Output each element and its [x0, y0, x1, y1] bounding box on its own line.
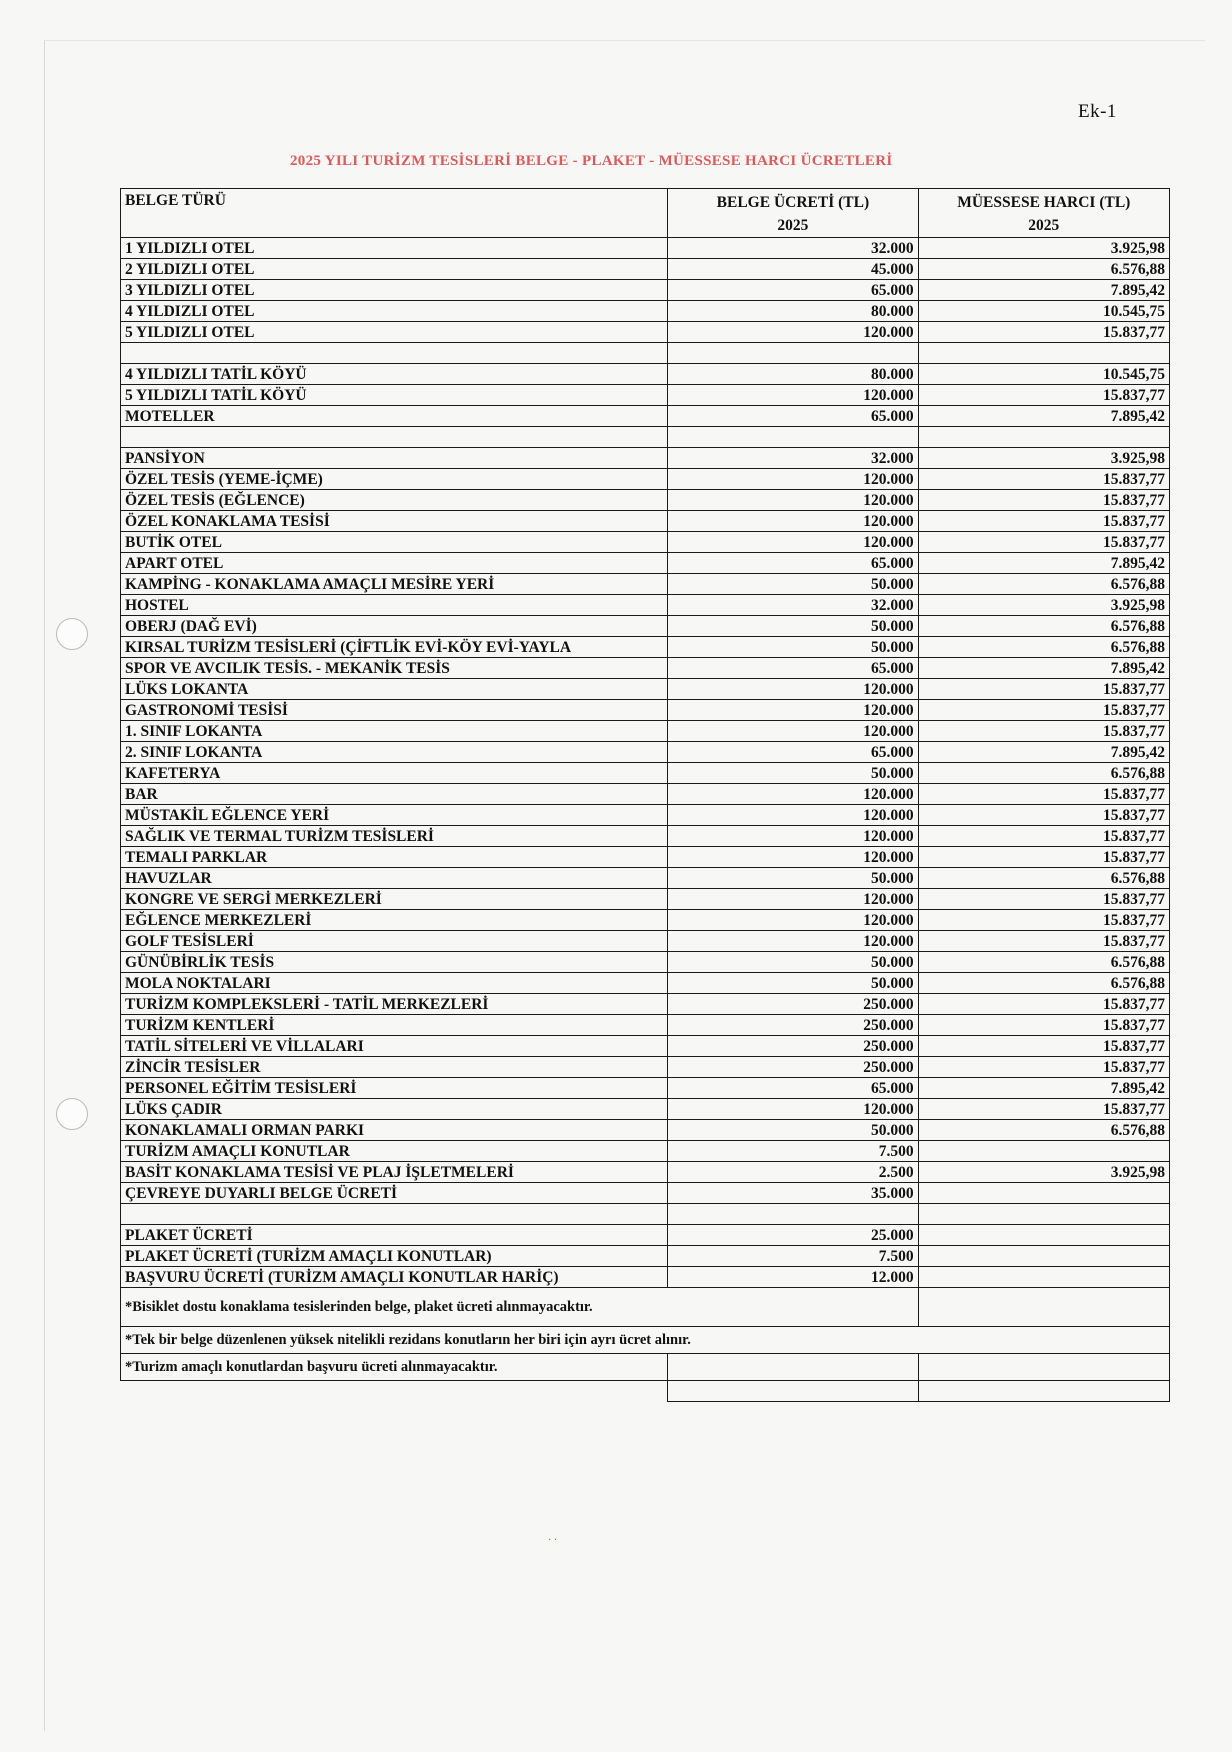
note-row: [121, 1288, 1170, 1327]
cell-belge-turu: 2. SINIF LOKANTA: [121, 742, 668, 763]
cell-muessese-harci: 15.837,77: [918, 385, 1169, 406]
table-row: [121, 1141, 1170, 1162]
table-row: [121, 448, 1170, 469]
header-belge-turu: BELGE TÜRÜ: [121, 189, 668, 238]
table-row: [121, 973, 1170, 994]
cell-muessese-harci: 7.895,42: [918, 406, 1169, 427]
cell-belge-turu: TATİL SİTELERİ VE VİLLALARI: [121, 1036, 668, 1057]
table-row: [121, 469, 1170, 490]
cell-belge-turu: ZİNCİR TESİSLER: [121, 1057, 668, 1078]
table-row: [121, 847, 1170, 868]
cell-belge-turu: 4 YILDIZLI TATİL KÖYÜ: [121, 364, 668, 385]
cell-belge-ucreti: 32.000: [668, 448, 918, 469]
cell-belge-turu: LÜKS ÇADIR: [121, 1099, 668, 1120]
cell-belge-turu: 5 YILDIZLI OTEL: [121, 322, 668, 343]
cell-muessese-harci: 7.895,42: [918, 742, 1169, 763]
cell-belge-ucreti: 120.000: [668, 721, 918, 742]
table-row: [121, 532, 1170, 553]
cell-belge-ucreti: 32.000: [668, 595, 918, 616]
cell-muessese-harci: 15.837,77: [918, 931, 1169, 952]
cell-muessese-harci: 15.837,77: [918, 679, 1169, 700]
cell-muessese-harci: 3.925,98: [918, 238, 1169, 259]
cell-muessese-harci: 7.895,42: [918, 1078, 1169, 1099]
cell-muessese-harci: 15.837,77: [918, 721, 1169, 742]
table-row: [121, 805, 1170, 826]
table-row: [121, 910, 1170, 931]
cell-muessese-harci: 10.545,75: [918, 364, 1169, 385]
table-row: [121, 1057, 1170, 1078]
header-muessese-harci-year: 2025: [1028, 217, 1060, 234]
cell-muessese-harci: 6.576,88: [918, 952, 1169, 973]
table-row: [121, 868, 1170, 889]
cell-muessese-harci: 15.837,77: [918, 1036, 1169, 1057]
header-belge-ucreti: [668, 189, 918, 238]
note-row: [121, 1327, 1170, 1354]
cell-belge-ucreti: 120.000: [668, 889, 918, 910]
cell-belge-ucreti: 120.000: [668, 322, 918, 343]
cell-belge-ucreti: 50.000: [668, 616, 918, 637]
cell-belge-ucreti: 7.500: [668, 1141, 918, 1162]
cell-belge-ucreti: 50.000: [668, 973, 918, 994]
cell-muessese-harci: 15.837,77: [918, 490, 1169, 511]
header-muessese-harci: [918, 189, 1169, 238]
cell-muessese-harci: 15.837,77: [918, 700, 1169, 721]
cell-belge-turu: TURİZM AMAÇLI KONUTLAR: [121, 1141, 668, 1162]
punch-hole: [56, 1098, 88, 1130]
cell-belge-ucreti: 120.000: [668, 910, 918, 931]
cell-belge-turu: LÜKS LOKANTA: [121, 679, 668, 700]
cell-belge-ucreti: 120.000: [668, 385, 918, 406]
cell-muessese-harci: [918, 1267, 1169, 1288]
table-row: [121, 238, 1170, 259]
table-row: [121, 637, 1170, 658]
cell-belge-turu: 3 YILDIZLI OTEL: [121, 280, 668, 301]
cell-belge-ucreti: 250.000: [668, 1015, 918, 1036]
cell-muessese-harci: 15.837,77: [918, 1057, 1169, 1078]
cell-belge-turu: MOLA NOKTALARI: [121, 973, 668, 994]
cell-belge-ucreti: 120.000: [668, 805, 918, 826]
cell-belge-ucreti: 50.000: [668, 574, 918, 595]
table-row: [121, 1036, 1170, 1057]
cell-belge-ucreti: 120.000: [668, 784, 918, 805]
document-title: 2025 YILI TURİZM TESİSLERİ BELGE - PLAKET - MÜESSESE HARCI ÜCRETLERİ: [290, 153, 893, 169]
cell-belge-turu: PLAKET ÜCRETİ: [121, 1225, 668, 1246]
cell-belge-turu: PERSONEL EĞİTİM TESİSLERİ: [121, 1078, 668, 1099]
cell-muessese-harci: 6.576,88: [918, 574, 1169, 595]
cell-belge-ucreti: 25.000: [668, 1225, 918, 1246]
cell-belge-ucreti: 120.000: [668, 700, 918, 721]
cell-belge-turu: EĞLENCE MERKEZLERİ: [121, 910, 668, 931]
table-row: [121, 826, 1170, 847]
cell-belge-turu: BAR: [121, 784, 668, 805]
cell-belge-turu: KONGRE VE SERGİ MERKEZLERİ: [121, 889, 668, 910]
table-row: [121, 931, 1170, 952]
cell-belge-turu: SAĞLIK VE TERMAL TURİZM TESİSLERİ: [121, 826, 668, 847]
cell-belge-ucreti: 35.000: [668, 1183, 918, 1204]
table-row: [121, 553, 1170, 574]
cell-muessese-harci: [918, 1183, 1169, 1204]
cell-belge-ucreti: 120.000: [668, 511, 918, 532]
cell-belge-turu: 1. SINIF LOKANTA: [121, 721, 668, 742]
table-row: [121, 490, 1170, 511]
cell-belge-turu: TEMALI PARKLAR: [121, 847, 668, 868]
cell-belge-ucreti: 120.000: [668, 679, 918, 700]
cell-belge-ucreti: 120.000: [668, 1099, 918, 1120]
cell-belge-ucreti: [668, 1204, 918, 1225]
cell-muessese-harci: 15.837,77: [918, 322, 1169, 343]
cell-muessese-harci: 15.837,77: [918, 994, 1169, 1015]
cell-belge-turu: 2 YILDIZLI OTEL: [121, 259, 668, 280]
table-row: [121, 364, 1170, 385]
cell-belge-turu: TURİZM KOMPLEKSLERİ - TATİL MERKEZLERİ: [121, 994, 668, 1015]
cell-belge-turu: PLAKET ÜCRETİ (TURİZM AMAÇLI KONUTLAR): [121, 1246, 668, 1267]
cell-belge-ucreti: 250.000: [668, 1057, 918, 1078]
cell-muessese-harci: [918, 1246, 1169, 1267]
cell-belge-ucreti: 65.000: [668, 1078, 918, 1099]
cell-muessese-harci: [918, 1204, 1169, 1225]
cell-belge-turu: KAMPİNG - KONAKLAMA AMAÇLI MESİRE YERİ: [121, 574, 668, 595]
table-row: [121, 406, 1170, 427]
cell-belge-ucreti: 7.500: [668, 1246, 918, 1267]
empty-cell: [918, 1381, 1169, 1402]
cell-muessese-harci: 10.545,75: [918, 301, 1169, 322]
table-row: [121, 511, 1170, 532]
table-row: [121, 385, 1170, 406]
table-row: [121, 1267, 1170, 1288]
cell-belge-ucreti: 65.000: [668, 742, 918, 763]
punch-hole: [56, 618, 88, 650]
cell-belge-turu: 4 YILDIZLI OTEL: [121, 301, 668, 322]
cell-belge-turu: BUTİK OTEL: [121, 532, 668, 553]
table-row: [121, 889, 1170, 910]
note-empty-cell: [668, 1354, 918, 1381]
table-row: [121, 679, 1170, 700]
cell-belge-ucreti: 45.000: [668, 259, 918, 280]
cell-belge-turu: [121, 427, 668, 448]
cell-belge-turu: ÖZEL KONAKLAMA TESİSİ: [121, 511, 668, 532]
table-row: [121, 301, 1170, 322]
table-row-spacer: [121, 343, 1170, 364]
table-row: [121, 1162, 1170, 1183]
table-row: [121, 1225, 1170, 1246]
cell-belge-ucreti: 50.000: [668, 637, 918, 658]
empty-cell: [668, 1381, 918, 1402]
table-row: [121, 574, 1170, 595]
table-row: [121, 1246, 1170, 1267]
table-row-spacer: [121, 427, 1170, 448]
cell-belge-ucreti: 80.000: [668, 301, 918, 322]
cell-belge-turu: MOTELLER: [121, 406, 668, 427]
table-header-row: [121, 189, 1170, 238]
cell-belge-turu: GASTRONOMİ TESİSİ: [121, 700, 668, 721]
cell-belge-ucreti: 80.000: [668, 364, 918, 385]
cell-belge-turu: BASİT KONAKLAMA TESİSİ VE PLAJ İŞLETMELERİ: [121, 1162, 668, 1183]
cell-belge-ucreti: [668, 343, 918, 364]
cell-muessese-harci: 6.576,88: [918, 868, 1169, 889]
note-row: [121, 1354, 1170, 1381]
table-row: [121, 322, 1170, 343]
cell-muessese-harci: 15.837,77: [918, 826, 1169, 847]
note-empty-cell: [918, 1288, 1169, 1327]
table-row: [121, 280, 1170, 301]
cell-belge-ucreti: 120.000: [668, 490, 918, 511]
cell-belge-ucreti: 65.000: [668, 553, 918, 574]
header-muessese-harci-label: MÜESSESE HARCI (TL): [957, 194, 1131, 211]
header-belge-ucreti-label: BELGE ÜCRETİ (TL): [716, 194, 870, 211]
table-row: [121, 616, 1170, 637]
cell-belge-ucreti: 2.500: [668, 1162, 918, 1183]
cell-belge-ucreti: 120.000: [668, 469, 918, 490]
table-row: [121, 952, 1170, 973]
cell-belge-turu: GÜNÜBİRLİK TESİS: [121, 952, 668, 973]
table-row: [121, 1183, 1170, 1204]
cell-muessese-harci: [918, 1225, 1169, 1246]
cell-belge-turu: BAŞVURU ÜCRETİ (TURİZM AMAÇLI KONUTLAR HARİÇ): [121, 1267, 668, 1288]
cell-muessese-harci: 6.576,88: [918, 616, 1169, 637]
table-row: [121, 1099, 1170, 1120]
note-text: *Bisiklet dostu konaklama tesislerinden belge, plaket ücreti alınmayacaktır.: [121, 1288, 919, 1327]
cell-belge-turu: OBERJ (DAĞ EVİ): [121, 616, 668, 637]
page-label: Ek-1: [1078, 101, 1117, 122]
cell-belge-ucreti: 250.000: [668, 1036, 918, 1057]
cell-belge-ucreti: 120.000: [668, 532, 918, 553]
table-row: [121, 1015, 1170, 1036]
cell-belge-ucreti: 50.000: [668, 952, 918, 973]
table-row: [121, 742, 1170, 763]
cell-belge-ucreti: 120.000: [668, 847, 918, 868]
table-row-spacer: [121, 1204, 1170, 1225]
cell-muessese-harci: [918, 427, 1169, 448]
cell-muessese-harci: 7.895,42: [918, 553, 1169, 574]
cell-belge-ucreti: [668, 427, 918, 448]
cell-muessese-harci: 3.925,98: [918, 448, 1169, 469]
table-row: [121, 658, 1170, 679]
cell-muessese-harci: 15.837,77: [918, 847, 1169, 868]
cell-belge-turu: [121, 1204, 668, 1225]
table-row: [121, 784, 1170, 805]
cell-belge-turu: TURİZM KENTLERİ: [121, 1015, 668, 1036]
cell-belge-ucreti: 32.000: [668, 238, 918, 259]
cell-belge-ucreti: 65.000: [668, 658, 918, 679]
cell-muessese-harci: 3.925,98: [918, 595, 1169, 616]
cell-belge-turu: GOLF TESİSLERİ: [121, 931, 668, 952]
cell-belge-ucreti: 250.000: [668, 994, 918, 1015]
cell-belge-ucreti: 65.000: [668, 280, 918, 301]
cell-belge-turu: KONAKLAMALI ORMAN PARKI: [121, 1120, 668, 1141]
cell-muessese-harci: 15.837,77: [918, 532, 1169, 553]
cell-muessese-harci: 6.576,88: [918, 637, 1169, 658]
cell-muessese-harci: 6.576,88: [918, 259, 1169, 280]
cell-belge-turu: 5 YILDIZLI TATİL KÖYÜ: [121, 385, 668, 406]
cell-belge-turu: [121, 343, 668, 364]
table-row: [121, 1120, 1170, 1141]
empty-cell: [121, 1381, 668, 1402]
cell-muessese-harci: 7.895,42: [918, 280, 1169, 301]
cell-muessese-harci: 15.837,77: [918, 511, 1169, 532]
table-row: [121, 994, 1170, 1015]
cell-muessese-harci: 15.837,77: [918, 784, 1169, 805]
cell-muessese-harci: 6.576,88: [918, 1120, 1169, 1141]
cell-belge-ucreti: 65.000: [668, 406, 918, 427]
cell-belge-turu: ÖZEL TESİS (EĞLENCE): [121, 490, 668, 511]
cell-muessese-harci: 6.576,88: [918, 973, 1169, 994]
cell-belge-turu: ÖZEL TESİS (YEME-İÇME): [121, 469, 668, 490]
table-row: [121, 763, 1170, 784]
cell-belge-turu: PANSİYON: [121, 448, 668, 469]
cell-belge-ucreti: 50.000: [668, 868, 918, 889]
cell-belge-turu: MÜSTAKİL EĞLENCE YERİ: [121, 805, 668, 826]
note-empty-cell: [918, 1354, 1169, 1381]
cell-belge-turu: KAFETERYA: [121, 763, 668, 784]
header-belge-ucreti-year: 2025: [777, 217, 809, 234]
cell-muessese-harci: 15.837,77: [918, 469, 1169, 490]
fee-table: [120, 188, 1170, 1402]
cell-muessese-harci: 3.925,98: [918, 1162, 1169, 1183]
cell-belge-turu: KIRSAL TURİZM TESİSLERİ (ÇİFTLİK EVİ-KÖY EVİ-YAYLA: [121, 637, 668, 658]
table-row-spacer: [121, 1381, 1170, 1402]
cell-muessese-harci: 15.837,77: [918, 805, 1169, 826]
cell-muessese-harci: 15.837,77: [918, 889, 1169, 910]
note-text: *Tek bir belge düzenlenen yüksek nitelikli rezidans konutların her biri için ayrı ücret alınır.: [121, 1327, 1170, 1354]
cell-belge-ucreti: 120.000: [668, 826, 918, 847]
table-row: [121, 1078, 1170, 1099]
cell-belge-turu: HAVUZLAR: [121, 868, 668, 889]
cell-belge-turu: APART OTEL: [121, 553, 668, 574]
ink-mark: · ·: [548, 1535, 558, 1546]
cell-belge-turu: HOSTEL: [121, 595, 668, 616]
table-row: [121, 721, 1170, 742]
note-text: *Turizm amaçlı konutlardan başvuru ücreti alınmayacaktır.: [121, 1354, 668, 1381]
cell-muessese-harci: [918, 343, 1169, 364]
cell-belge-turu: 1 YILDIZLI OTEL: [121, 238, 668, 259]
cell-muessese-harci: 15.837,77: [918, 1015, 1169, 1036]
cell-belge-ucreti: 12.000: [668, 1267, 918, 1288]
cell-belge-ucreti: 120.000: [668, 931, 918, 952]
cell-muessese-harci: [918, 1141, 1169, 1162]
cell-muessese-harci: 15.837,77: [918, 1099, 1169, 1120]
cell-muessese-harci: 15.837,77: [918, 910, 1169, 931]
table-row: [121, 259, 1170, 280]
cell-belge-turu: SPOR VE AVCILIK TESİS. - MEKANİK TESİS: [121, 658, 668, 679]
cell-belge-ucreti: 50.000: [668, 1120, 918, 1141]
cell-muessese-harci: 7.895,42: [918, 658, 1169, 679]
cell-muessese-harci: 6.576,88: [918, 763, 1169, 784]
cell-belge-turu: ÇEVREYE DUYARLI BELGE ÜCRETİ: [121, 1183, 668, 1204]
table-row: [121, 700, 1170, 721]
cell-belge-ucreti: 50.000: [668, 763, 918, 784]
table-row: [121, 595, 1170, 616]
